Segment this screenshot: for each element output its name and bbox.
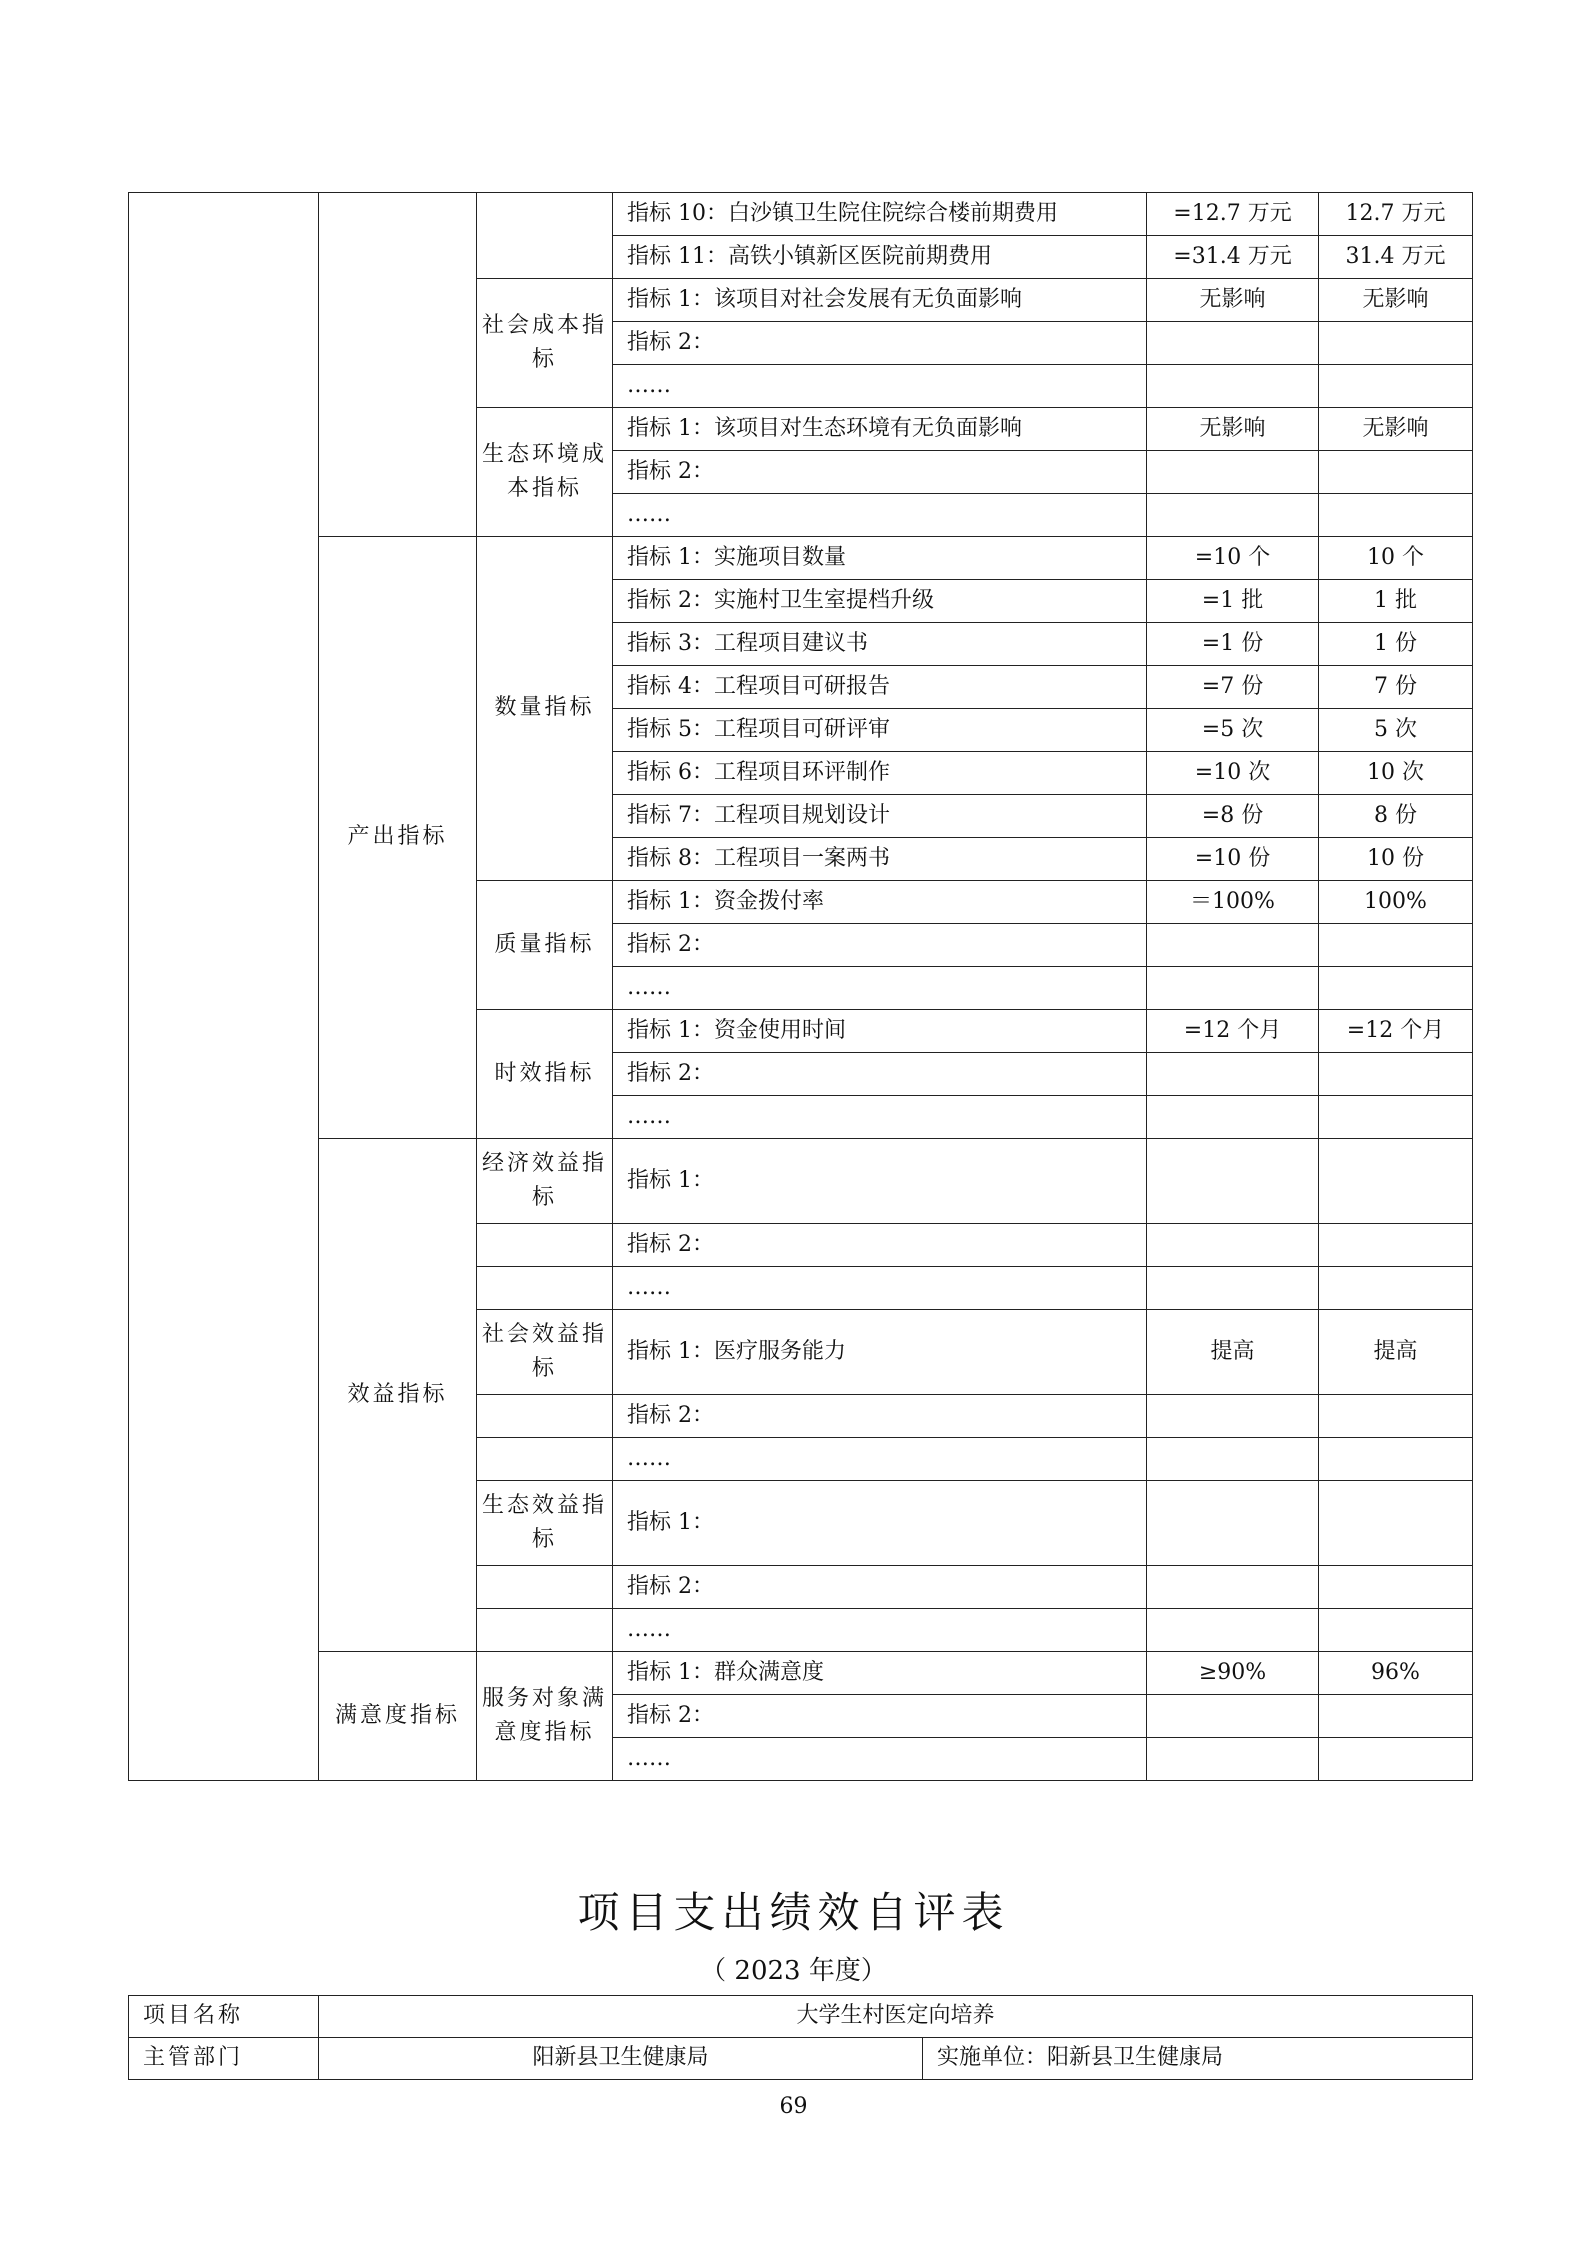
indicator-name: …… xyxy=(613,365,1147,408)
indicator-actual: 10 份 xyxy=(1319,838,1473,881)
indicator-target: =10 个 xyxy=(1147,537,1319,580)
indicator-name: 指标 5：工程项目可研评审 xyxy=(613,709,1147,752)
indicator-name: …… xyxy=(613,1267,1147,1310)
indicator-name: 指标 1：实施项目数量 xyxy=(613,537,1147,580)
indicator-actual: 12.7 万元 xyxy=(1319,193,1473,236)
sub-economic: 经济效益指标 xyxy=(477,1139,613,1224)
table-row xyxy=(129,1652,1473,1695)
indicator-name: …… xyxy=(613,967,1147,1010)
indicator-target: =10 次 xyxy=(1147,752,1319,795)
sub-social-benefit: 社会效益指标 xyxy=(477,1310,613,1395)
sub-eco-cost: 生态环境成本指标 xyxy=(477,408,613,537)
indicator-actual: 1 份 xyxy=(1319,623,1473,666)
page-title: 项目支出绩效自评表 xyxy=(577,1888,1010,1937)
economic-cost-cell xyxy=(477,193,613,279)
sub-quality: 质量指标 xyxy=(477,881,613,1010)
project-info-table xyxy=(128,1995,1473,2080)
indicator-name: …… xyxy=(613,1738,1147,1781)
indicator-name: 指标 1：医疗服务能力 xyxy=(613,1310,1147,1395)
indicator-name: 指标 2： xyxy=(613,1224,1147,1267)
cost-section-cell xyxy=(319,193,477,537)
table-row xyxy=(129,537,1473,580)
indicator-actual: 7 份 xyxy=(1319,666,1473,709)
indicator-name: …… xyxy=(613,1609,1147,1652)
project-name-label: 项目名称 xyxy=(129,1996,319,2038)
indicator-target: 无影响 xyxy=(1147,279,1319,322)
indicator-actual: 31.4 万元 xyxy=(1319,236,1473,279)
indicator-target: =31.4 万元 xyxy=(1147,236,1319,279)
indicator-target: =5 次 xyxy=(1147,709,1319,752)
indicator-target: =8 份 xyxy=(1147,795,1319,838)
indicator-name: 指标 2： xyxy=(613,1395,1147,1438)
indicator-actual: 8 份 xyxy=(1319,795,1473,838)
indicator-name: 指标 1：该项目对生态环境有无负面影响 xyxy=(613,408,1147,451)
indicator-target: 提高 xyxy=(1147,1310,1319,1395)
indicator-name: 指标 1： xyxy=(613,1139,1147,1224)
indicator-target: 无影响 xyxy=(1147,408,1319,451)
indicator-actual: 10 次 xyxy=(1319,752,1473,795)
indicator-name: 指标 3：工程项目建议书 xyxy=(613,623,1147,666)
indicator-name: 指标 11：高铁小镇新区医院前期费用 xyxy=(613,236,1147,279)
indicator-actual: 无影响 xyxy=(1319,279,1473,322)
indicator-name: 指标 6：工程项目环评制作 xyxy=(613,752,1147,795)
indicator-name: 指标 1： xyxy=(613,1481,1147,1566)
level1-cell xyxy=(129,193,319,1781)
section-satisfaction: 满意度指标 xyxy=(319,1652,477,1781)
indicator-name: 指标 2： xyxy=(613,924,1147,967)
section-benefit: 效益指标 xyxy=(319,1139,477,1652)
indicator-name: …… xyxy=(613,494,1147,537)
indicator-name: …… xyxy=(613,1096,1147,1139)
page-number: 69 xyxy=(779,2094,808,2119)
sub-service: 服务对象满意度指标 xyxy=(477,1652,613,1781)
indicator-name: 指标 8：工程项目一案两书 xyxy=(613,838,1147,881)
indicator-target: =12.7 万元 xyxy=(1147,193,1319,236)
sub-social-cost: 社会成本指标 xyxy=(477,279,613,408)
indicator-name: 指标 1：该项目对社会发展有无负面影响 xyxy=(613,279,1147,322)
sub-quantity: 数量指标 xyxy=(477,537,613,881)
indicator-name: 指标 2： xyxy=(613,451,1147,494)
indicator-target: =1 份 xyxy=(1147,623,1319,666)
indicator-name: 指标 2： xyxy=(613,1695,1147,1738)
table-row xyxy=(129,193,1473,236)
indicator-name: 指标 1：资金使用时间 xyxy=(613,1010,1147,1053)
dept-label: 主管部门 xyxy=(129,2038,319,2080)
indicator-actual: 10 个 xyxy=(1319,537,1473,580)
indicator-name: 指标 1：资金拨付率 xyxy=(613,881,1147,924)
performance-indicator-table xyxy=(128,192,1473,1781)
indicator-name: 指标 2： xyxy=(613,1566,1147,1609)
indicator-name: 指标 2： xyxy=(613,1053,1147,1096)
indicator-name: 指标 7：工程项目规划设计 xyxy=(613,795,1147,838)
indicator-name: 指标 1：群众满意度 xyxy=(613,1652,1147,1695)
implementing-unit: 实施单位：阳新县卫生健康局 xyxy=(923,2038,1473,2080)
indicator-actual: 1 批 xyxy=(1319,580,1473,623)
indicator-target: =12 个月 xyxy=(1147,1010,1319,1053)
dept-value: 阳新县卫生健康局 xyxy=(319,2038,923,2080)
indicator-target: =7 份 xyxy=(1147,666,1319,709)
indicator-target: =10 份 xyxy=(1147,838,1319,881)
table-row xyxy=(129,1996,1473,2038)
indicator-name: 指标 2：实施村卫生室提档升级 xyxy=(613,580,1147,623)
indicator-actual: 无影响 xyxy=(1319,408,1473,451)
indicator-target: ≥90% xyxy=(1147,1652,1319,1695)
indicator-actual: 100% xyxy=(1319,881,1473,924)
indicator-name: 指标 10：白沙镇卫生院住院综合楼前期费用 xyxy=(613,193,1147,236)
sub-timeliness: 时效指标 xyxy=(477,1010,613,1139)
project-name-value: 大学生村医定向培养 xyxy=(319,1996,1473,2038)
indicator-name: 指标 2： xyxy=(613,322,1147,365)
indicator-actual: 提高 xyxy=(1319,1310,1473,1395)
indicator-actual: 96% xyxy=(1319,1652,1473,1695)
indicator-target: ＝100% xyxy=(1147,881,1319,924)
indicator-actual: 5 次 xyxy=(1319,709,1473,752)
section-output: 产出指标 xyxy=(319,537,477,1139)
table-row xyxy=(129,2038,1473,2080)
indicator-name: 指标 4：工程项目可研报告 xyxy=(613,666,1147,709)
indicator-actual: =12 个月 xyxy=(1319,1010,1473,1053)
indicator-name: …… xyxy=(613,1438,1147,1481)
sub-eco-benefit: 生态效益指标 xyxy=(477,1481,613,1566)
indicator-target: =1 批 xyxy=(1147,580,1319,623)
table-row xyxy=(129,1139,1473,1224)
report-year: （ 2023 年度） xyxy=(700,1956,887,1986)
